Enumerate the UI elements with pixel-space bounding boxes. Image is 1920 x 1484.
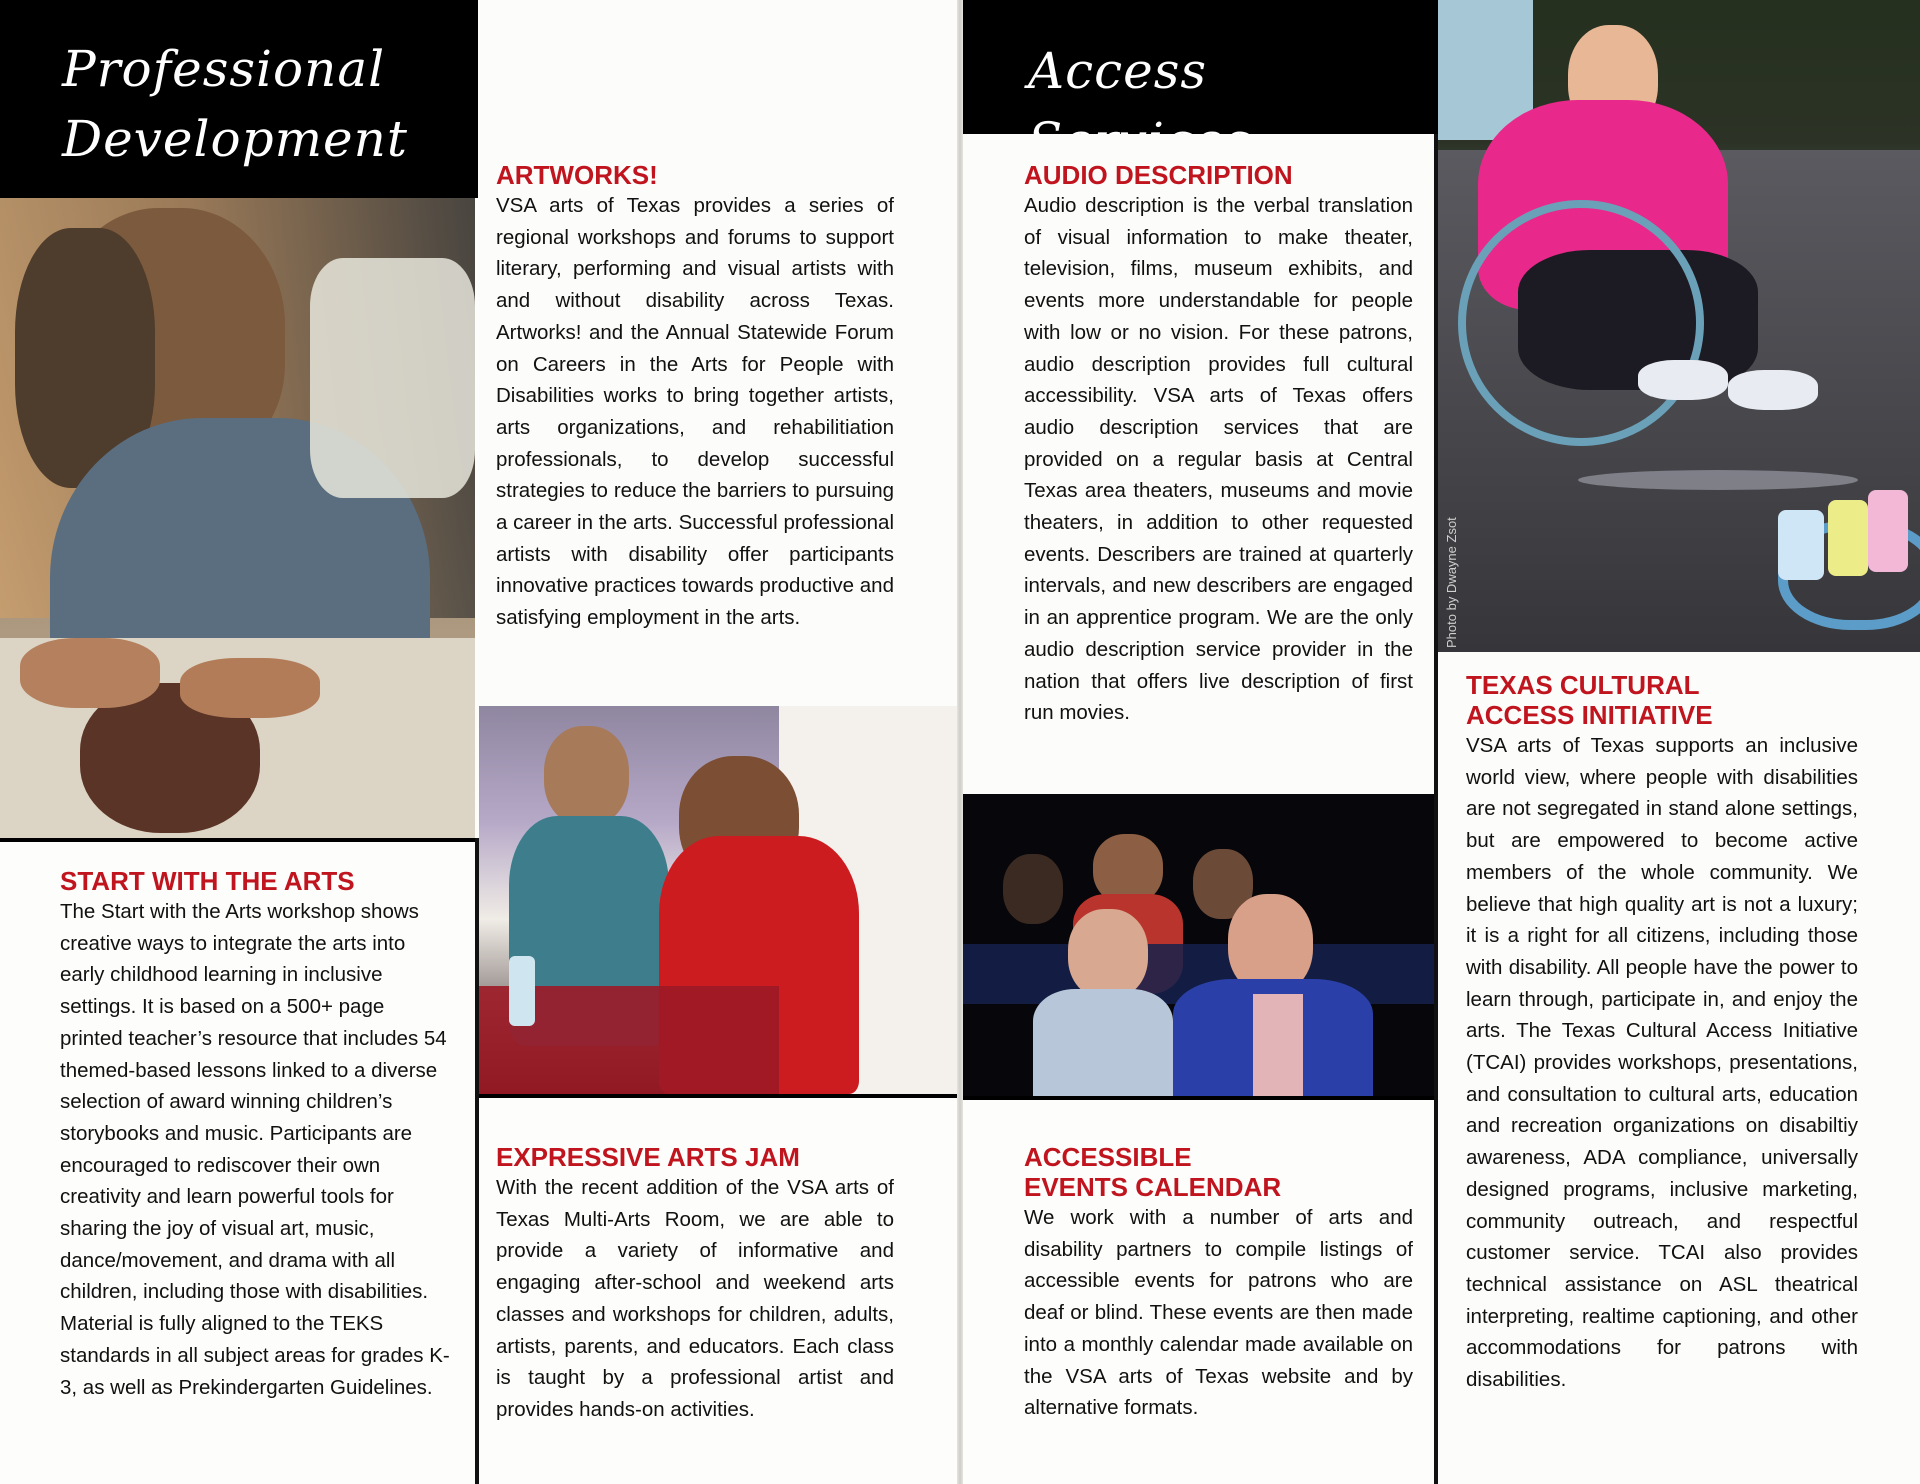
start-with-the-arts-section — [60, 866, 450, 1403]
accessible-events-body: We work with a number of arts and disability partners to compile listings of accessible events for patrons who are deaf or blind. These events are then made into a monthly calendar made available on the VSA arts of Texas website and by alternative formats. — [1024, 1206, 1413, 1420]
panel3-divider — [963, 1096, 1440, 1100]
panel3-banner — [963, 0, 1440, 134]
expressive-arts-jam-heading: EXPRESSIVE ARTS JAM — [496, 1142, 800, 1172]
accessible-events-heading-line1: ACCESSIBLE — [1024, 1142, 1192, 1172]
clay-sculpting-photo — [0, 198, 475, 838]
artworks-section — [496, 160, 894, 634]
panel1-banner — [0, 0, 478, 198]
start-with-the-arts-body: The Start with the Arts workshop shows creative ways to integrate the arts into early childhood learning in inclusive settings. It is based on a 500+ page printed teacher’s resource that includes 54 themed-based lessons linked to a diverse selection of award winning children’s storybooks and music. Participants are encouraged to rediscover their own creativity and learn powerful tools for sharing the joy of visual art, music, dance/movement, and drama with all children, including those with disabilities. Material is fully aligned to the TEKS standards in all subject areas for grades K-3, as well as Prekindergarten Guidelines. — [60, 900, 450, 1399]
panel1-banner-title-line2: Development — [62, 110, 408, 168]
photo-credit: Photo by Dwayne Zsot — [1444, 517, 1459, 648]
tcai-heading-line2: ACCESS INITIATIVE — [1466, 700, 1713, 730]
panel2-top — [479, 0, 959, 706]
start-with-the-arts-heading: START WITH THE ARTS — [60, 866, 355, 896]
tcai-heading-line1: TEXAS CULTURAL — [1466, 670, 1700, 700]
wheelchair-girl-photo — [1438, 0, 1920, 652]
texas-cultural-access-section — [1466, 670, 1858, 1396]
accessible-events-heading-line2: EVENTS CALENDAR — [1024, 1172, 1282, 1202]
panel4-text-area — [1438, 652, 1920, 1484]
audio-description-section — [1024, 160, 1413, 729]
audio-description-heading: AUDIO DESCRIPTION — [1024, 160, 1293, 190]
expressive-arts-jam-section — [496, 1142, 894, 1426]
panel1-banner-title-line1: Professional — [62, 40, 386, 98]
panel1-divider — [0, 838, 478, 842]
expressive-arts-jam-body: With the recent addition of the VSA arts of Texas Multi-Arts Room, we are able to provide a variety of informative and engaging after-school and weekend arts classes and workshops for children, adults, artists, parents, and educators. Each class is taught by a professional artist and provides hands-on activities. — [496, 1176, 894, 1421]
audio-description-body: Audio description is the verbal translation of visual information to make theater, television, films, museum exhibits, and events more understandable for people with low or no vision. For these patrons, audio description provides full cultural accessibility. VSA arts of Texas offers audio description services that are provided on a regular basis at Central Texas area theaters, museums and movie theaters, in addition to other requested events. Describers are trained at quarterly intervals, and new describers are engaged in an apprentice program. We are the only audio description service provider in the nation that offers live description of first run movies. — [1024, 194, 1413, 725]
panel3-top — [963, 134, 1437, 794]
tcai-body: VSA arts of Texas supports an inclusive world view, where people with disabilities are not segregated in stand alone settings, but are empowered to become active members of the whole community. We believe that high quality art is not a luxury; it is a right for all citizens, including those with disability. All people have the power to learn through, participate in, and enjoy the arts. The Texas Cultural Access Initiative (TCAI) provides workshops, presentations, and consultation to cultural arts, education and recreation organizations on disabiltiy awareness, ADA compliance, universally designed programs, inclusive marketing, community outreach, and respectful customer service. TCAI also provides technical assistance on ASL theatrical interpreting, realtime captioning, and other accommodations for patrons with disabilities. — [1466, 734, 1858, 1392]
panel3-banner-title: Access — [1028, 42, 1208, 100]
artworks-heading: ARTWORKS! — [496, 160, 658, 190]
accessible-events-section — [1024, 1142, 1413, 1424]
panel2-divider — [479, 1094, 959, 1098]
theater-audience-photo — [963, 794, 1440, 1096]
forum-panelists-photo — [479, 706, 959, 1094]
artworks-body: VSA arts of Texas provides a series of regional workshops and forums to support literary, performing and visual artists with and without disability across Texas. Artworks! and the Annual Statewide Forum on Careers in the Arts for People with Disabilities works to bring together artists, arts organizations, and rehabilitiation professionals, to develop successful strategies to reduce the barriers to pursuing a career in the arts. Successful professional artists with disability offer participants innovative practices towards productive and satisfying employment in the arts. — [496, 194, 894, 630]
